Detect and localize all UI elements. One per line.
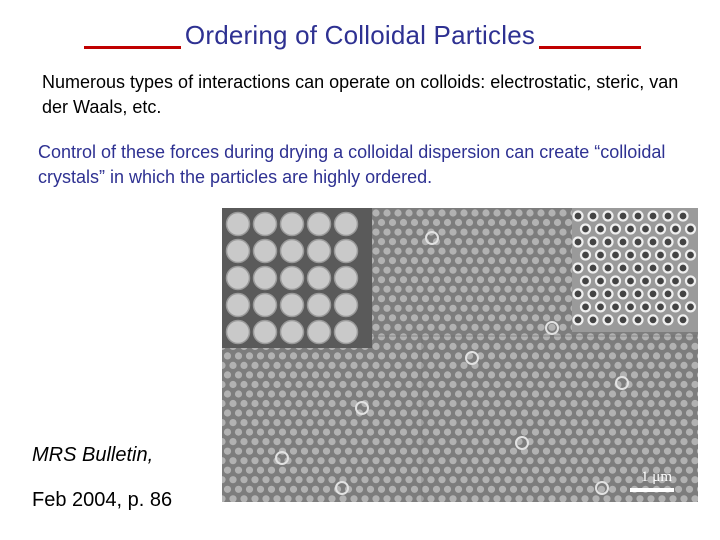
slide-title-text: Ordering of Colloidal Particles — [181, 20, 539, 50]
slide-title — [0, 20, 720, 51]
sem-micrograph — [222, 208, 698, 502]
body-paragraph-interactions: Numerous types of interactions can operate on colloids: electrostatic, steric, van der Waals, etc. — [42, 72, 679, 117]
citation-date: Feb 2004, p. 86 — [32, 489, 173, 511]
citation-journal: MRS Bulletin, — [32, 444, 154, 466]
scale-bar-label: 1 μm — [641, 469, 672, 485]
body-paragraph-colloidal-crystals: Control of these forces during drying a colloidal dispersion can create “colloidal crystals” in which the particles are highly ordered. — [38, 142, 666, 187]
scale-bar — [630, 488, 674, 492]
micrograph-image — [222, 208, 698, 502]
